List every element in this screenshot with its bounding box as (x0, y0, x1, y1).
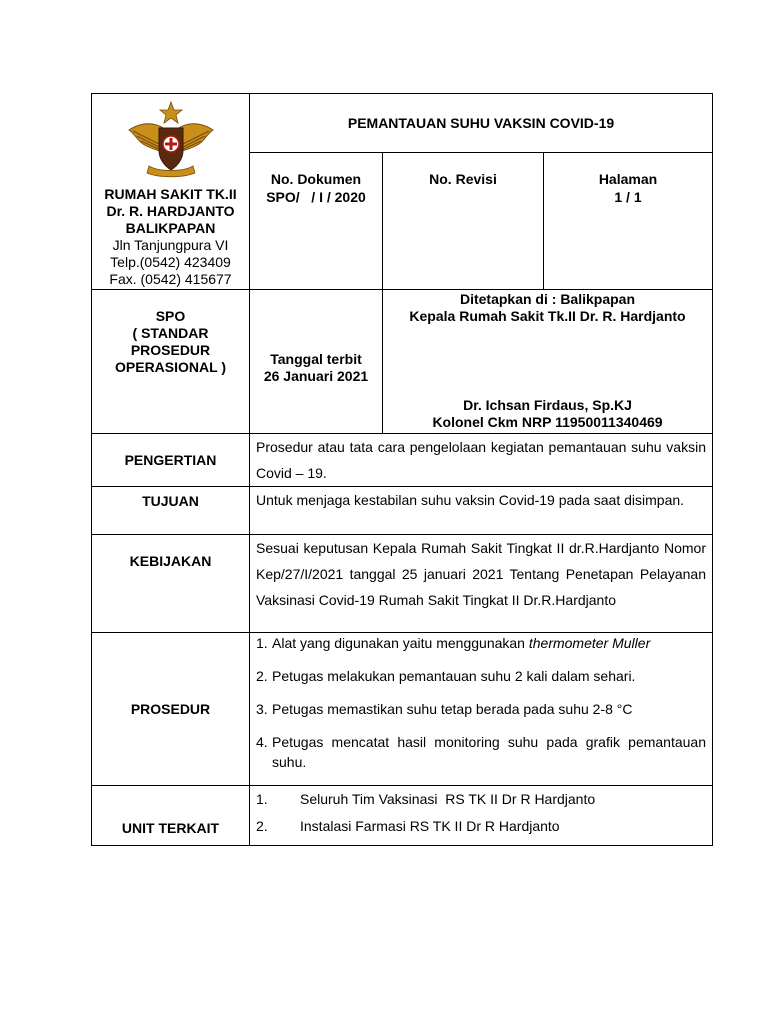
unit-item (250, 786, 712, 813)
revision-label: No. Revisi (429, 171, 497, 187)
prosedur-step (256, 666, 706, 686)
step-text: Petugas mencatat hasil monitoring suhu pada grafik pemantauan suhu. (272, 734, 706, 770)
spo-line-2: ( STANDAR (132, 325, 209, 341)
unit-number: 1. (256, 791, 268, 807)
page-cell (544, 153, 713, 290)
prosedur-label: PROSEDUR (92, 633, 250, 786)
unit-text: Seluruh Tim Vaksinasi RS TK II Dr R Hardjanto (300, 791, 596, 807)
spo-line-4: OPERASIONAL ) (115, 359, 226, 375)
hospital-identity (92, 94, 250, 290)
unit-terkait-list (250, 786, 713, 846)
step-text: Alat yang digunakan yaitu menggunakan (272, 635, 529, 651)
pengertian-label: PENGERTIAN (92, 434, 250, 487)
step-number: 1. (256, 635, 268, 651)
page-value: 1 / 1 (614, 189, 642, 205)
pengertian-text: Prosedur atau tata cara pengelolaan kegiatan pemantauan suhu vaksin Covid – 19. (250, 434, 713, 487)
document-number-cell (250, 153, 383, 290)
issued-date-cell (250, 290, 383, 434)
set-at-text: Ditetapkan di : Balikpapan (459, 291, 636, 307)
unit-item (250, 813, 712, 840)
hospital-name-line-1: RUMAH SAKIT TK.II (104, 186, 237, 202)
hospital-name-line-3: BALIKPAPAN (125, 220, 216, 236)
step-number: 3. (256, 701, 268, 717)
document-title: PEMANTAUAN SUHU VAKSIN COVID-19 (250, 94, 713, 153)
step-text: Petugas memastikan suhu tetap berada pada suhu 2-8 °C (272, 701, 633, 717)
prosedur-step (256, 633, 706, 653)
tujuan-label: TUJUAN (92, 487, 250, 535)
signer-name: Dr. Ichsan Firdaus, Sp.KJ (463, 397, 632, 413)
hospital-address: Jln Tanjungpura VI (112, 237, 229, 253)
unit-number: 2. (256, 818, 268, 834)
document-number-label: No. Dokumen (270, 171, 362, 187)
kebijakan-label: KEBIJAKAN (92, 535, 250, 633)
kebijakan-text: Sesuai keputusan Kepala Rumah Sakit Tingkat II dr.R.Hardjanto Nomor Kep/27/I/2021 tanggal 25 januari 2021 Tentang Penetapan Pelayanan Vaksinasi Covid-19 Rumah Sakit Tingkat II Dr.R.Hardjanto (250, 535, 713, 633)
document-number-value: SPO/ / I / 2020 (266, 189, 366, 205)
unit-terkait-label: UNIT TERKAIT (92, 786, 250, 846)
head-title-text: Kepala Rumah Sakit Tk.II Dr. R. Hardjanto (409, 308, 686, 324)
approval-cell (383, 290, 713, 434)
step-text: Petugas melakukan pemantauan suhu 2 kali dalam sehari. (272, 668, 636, 684)
revision-cell (383, 153, 544, 290)
prosedur-step (256, 699, 706, 719)
issued-date-value: 26 Januari 2021 (263, 367, 369, 384)
tujuan-text: Untuk menjaga kestabilan suhu vaksin Covid-19 pada saat disimpan. (250, 487, 713, 535)
hospital-fax: Fax. (0542) 415677 (109, 271, 232, 287)
page-label: Halaman (598, 171, 658, 187)
signer-rank: Kolonel Ckm NRP 11950011340469 (432, 414, 663, 430)
step-number: 4. (256, 734, 268, 750)
spo-line-3: PROSEDUR (130, 342, 211, 358)
prosedur-step (256, 732, 706, 772)
prosedur-steps (250, 633, 713, 786)
hospital-phone: Telp.(0542) 423409 (110, 254, 231, 270)
spo-label-cell (92, 290, 250, 434)
spo-table (91, 93, 713, 846)
issued-date-label: Tanggal terbit (270, 350, 362, 367)
step-number: 2. (256, 668, 268, 684)
spo-line-1: SPO (155, 308, 186, 324)
spo-document (91, 93, 712, 846)
hospital-name-line-2: Dr. R. HARDJANTO (106, 203, 235, 219)
step-text-italic: thermometer Muller (528, 635, 651, 651)
unit-text: Instalasi Farmasi RS TK II Dr R Hardjanto (300, 818, 560, 834)
military-hospital-emblem-icon (123, 100, 219, 180)
